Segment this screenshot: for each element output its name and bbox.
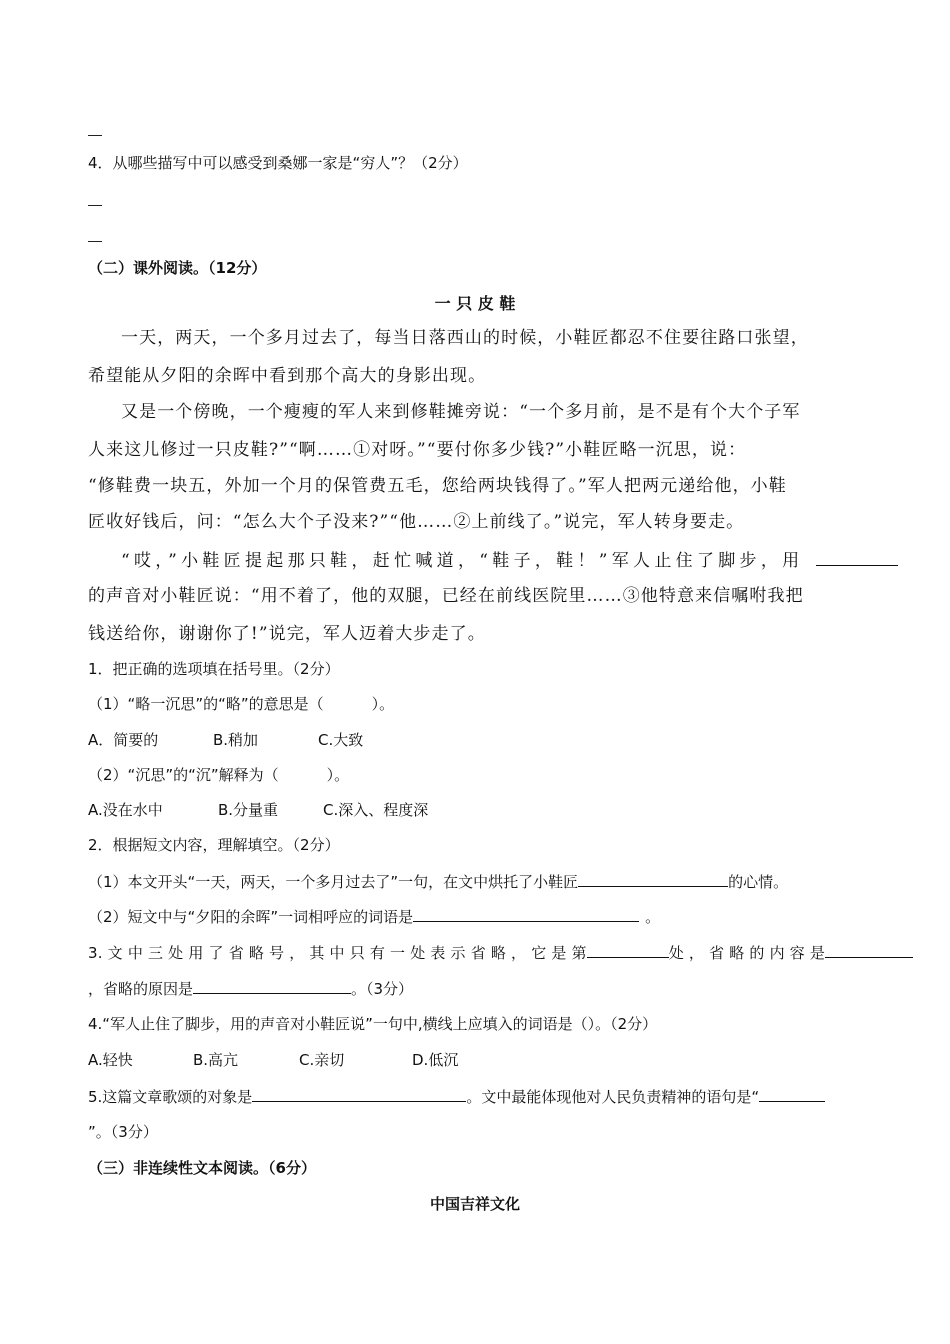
q3-text: 处 ， 省 略 的 内 容 是	[668, 944, 826, 962]
question-2-sub1	[88, 871, 788, 892]
question-3	[88, 942, 913, 963]
question-1-sub1-options	[88, 730, 363, 750]
question-1-stem: 1．把正确的选项填在括号里。（2分）	[88, 660, 340, 678]
option: A.轻快	[88, 1051, 133, 1069]
option: A.没在水中	[88, 801, 163, 819]
question-2-stem: 2．根据短文内容，理解填空。（2分）	[88, 836, 340, 854]
fill-blank[interactable]	[578, 871, 728, 887]
question-4: 4.“军人止住了脚步，用的声音对小鞋匠说”一句中,横线上应填入的词语是（）。（2分）	[88, 1015, 658, 1033]
option: B.高亢	[193, 1051, 239, 1069]
answer-line	[88, 135, 102, 136]
section-3-title: 中国吉祥文化	[429, 1195, 520, 1213]
story-title: 一 只 皮 鞋	[434, 294, 516, 313]
story-paragraph-line: 匠收好钱后，问：“怎么大个子没来?”“他……②上前线了。”说完，军人转身要走。	[88, 512, 745, 532]
story-paragraph-line: 希望能从夕阳的余晖中看到那个高大的身影出现。	[88, 366, 487, 386]
question-4-options	[88, 1050, 458, 1070]
fill-blank[interactable]	[759, 1086, 825, 1102]
story-paragraph-line: 钱送给你，谢谢你了!”说完，军人迈着大步走了。	[88, 624, 486, 644]
story-text: “哎，”小鞋匠提起那只鞋，赶忙喊道，“鞋子，鞋！”军人止住了脚步，用	[121, 551, 804, 571]
answer-line	[88, 241, 102, 242]
question-2-sub2	[88, 906, 660, 927]
sub2-text: （2）“沉思”的“沉”解释为（	[88, 766, 279, 784]
sub1-end: ）。	[371, 695, 395, 713]
story-paragraph-line: 的声音对小鞋匠说：“用不着了，他的双腿，已经在前线医院里……③他特意来信嘱咐我把	[88, 586, 804, 606]
question-5-cont: ”。（3分）	[88, 1123, 158, 1141]
sub2-end: 。	[645, 908, 661, 926]
sub1-text: （1）本文开头“一天，两天，一个多月过去了”一句，在文中烘托了小鞋匠	[88, 873, 579, 891]
fill-blank[interactable]	[413, 906, 639, 922]
option: C.大致	[318, 731, 364, 749]
question-1-sub1	[88, 694, 394, 714]
sub1-end: 的心情。	[728, 873, 789, 891]
option: D.低沉	[412, 1051, 459, 1069]
question-1-sub2-options	[88, 800, 428, 820]
q5-text: 5.这篇文章歌颂的对象是	[88, 1088, 253, 1106]
section-heading-non-continuous: （三）非连续性文本阅读。（6分）	[88, 1159, 316, 1177]
question-3-cont	[88, 978, 413, 999]
question-4-prev: 4．从哪些描写中可以感受到桑娜一家是“穷人”？（2分）	[88, 154, 468, 172]
q3-end: 。（3分）	[351, 980, 414, 998]
story-paragraph-line: 人来这儿修过一只皮鞋?”“啊……①对呀。”“要付你多少钱?”小鞋匠略一沉思，说：	[88, 440, 747, 460]
fill-blank[interactable]	[825, 942, 913, 958]
fill-blank[interactable]	[193, 978, 351, 994]
q3-text: ，省略的原因是	[88, 980, 194, 998]
option: C.亲切	[299, 1051, 345, 1069]
story-paragraph-line	[121, 550, 898, 571]
sub2-end: ）。	[326, 766, 350, 784]
fill-blank[interactable]	[587, 942, 669, 958]
option: B.稍加	[213, 731, 259, 749]
q5-text: 。文中最能体现他对人民负责精神的语句是“	[466, 1088, 760, 1106]
fill-blank[interactable]	[816, 550, 898, 566]
option: C.深入、程度深	[323, 801, 429, 819]
section-heading-extracurricular: （二）课外阅读。（12分）	[88, 259, 267, 277]
q3-text: 3. 文 中 三 处 用 了 省 略 号 ， 其 中 只 有 一 处 表 示 省 略 ， 它 是 第	[88, 944, 587, 962]
story-paragraph-line: 又是一个傍晚，一个瘦瘦的军人来到修鞋摊旁说：“一个多月前，是不是有个大个子军	[121, 402, 801, 422]
question-1-sub2	[88, 765, 349, 785]
answer-line	[88, 205, 102, 206]
sub2-text: （2）短文中与“夕阳的余晖”一词相呼应的词语是	[88, 908, 414, 926]
option: B.分量重	[218, 801, 279, 819]
question-5	[88, 1086, 825, 1107]
fill-blank[interactable]	[252, 1086, 466, 1102]
story-paragraph-line: 一天，两天，一个多月过去了，每当日落西山的时候，小鞋匠都忍不住要往路口张望，	[121, 328, 809, 348]
story-paragraph-line: “修鞋费一块五，外加一个月的保管费五毛，您给两块钱得了。”军人把两元递给他，小鞋	[88, 476, 787, 496]
option: A．简要的	[88, 731, 159, 749]
sub1-text: （1）“略一沉思”的“略”的意思是（	[88, 695, 324, 713]
